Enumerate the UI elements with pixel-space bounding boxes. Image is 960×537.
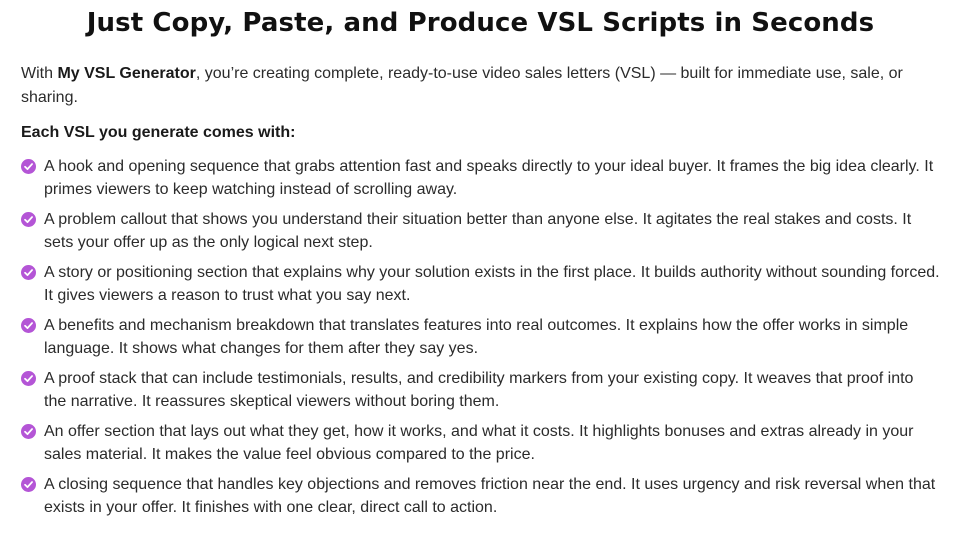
intro-suffix: , you’re creating complete, ready-to-use video sales letters (VSL) — built for immediate use, sale, or sharing. bbox=[21, 65, 903, 106]
check-circle-icon bbox=[21, 212, 36, 227]
list-item-text: A hook and opening sequence that grabs attention fast and speaks directly to your ideal buyer. It frames the big idea clearly. It primes viewers to keep watching instead of scrolling away. bbox=[44, 157, 934, 198]
feature-list bbox=[21, 155, 940, 520]
list-item-text: A story or positioning section that explains why your solution exists in the first place. It builds authority without sounding forced. It gives viewers a reason to trust what you say next. bbox=[44, 263, 940, 304]
list-item bbox=[21, 314, 940, 361]
list-heading: Each VSL you generate comes with: bbox=[21, 124, 296, 141]
list-item-text: A closing sequence that handles key objections and removes friction near the end. It uses urgency and risk reversal when that exists in your offer. It finishes with one clear, direct call to action. bbox=[44, 475, 936, 516]
list-item bbox=[21, 208, 940, 255]
check-circle-icon bbox=[21, 371, 36, 386]
check-circle-icon bbox=[21, 424, 36, 439]
list-item bbox=[21, 261, 940, 308]
check-circle-icon bbox=[21, 265, 36, 280]
intro-paragraph bbox=[21, 62, 940, 109]
list-item bbox=[21, 367, 940, 414]
intro-prefix: With bbox=[21, 65, 58, 82]
list-item bbox=[21, 473, 940, 520]
check-circle-icon bbox=[21, 318, 36, 333]
product-name: My VSL Generator bbox=[57, 65, 196, 82]
check-circle-icon bbox=[21, 477, 36, 492]
list-item bbox=[21, 155, 940, 202]
list-item-text: An offer section that lays out what they get, how it works, and what it costs. It highlights bonuses and extras already in your sales material. It makes the value feel obvious compared to the price. bbox=[44, 422, 914, 463]
page-title: Just Copy, Paste, and Produce VSL Scripts in Seconds bbox=[86, 8, 875, 38]
list-item bbox=[21, 420, 940, 467]
list-item-text: A benefits and mechanism breakdown that translates features into real outcomes. It explains how the offer works in simple language. It shows what changes for them after they say yes. bbox=[44, 316, 909, 357]
check-circle-icon bbox=[21, 159, 36, 174]
list-item-text: A proof stack that can include testimonials, results, and credibility markers from your existing copy. It weaves that proof into the narrative. It reassures skeptical viewers without boring them. bbox=[44, 369, 914, 410]
list-item-text: A problem callout that shows you understand their situation better than anyone else. It agitates the real stakes and costs. It sets your offer up as the only logical next step. bbox=[44, 210, 912, 251]
